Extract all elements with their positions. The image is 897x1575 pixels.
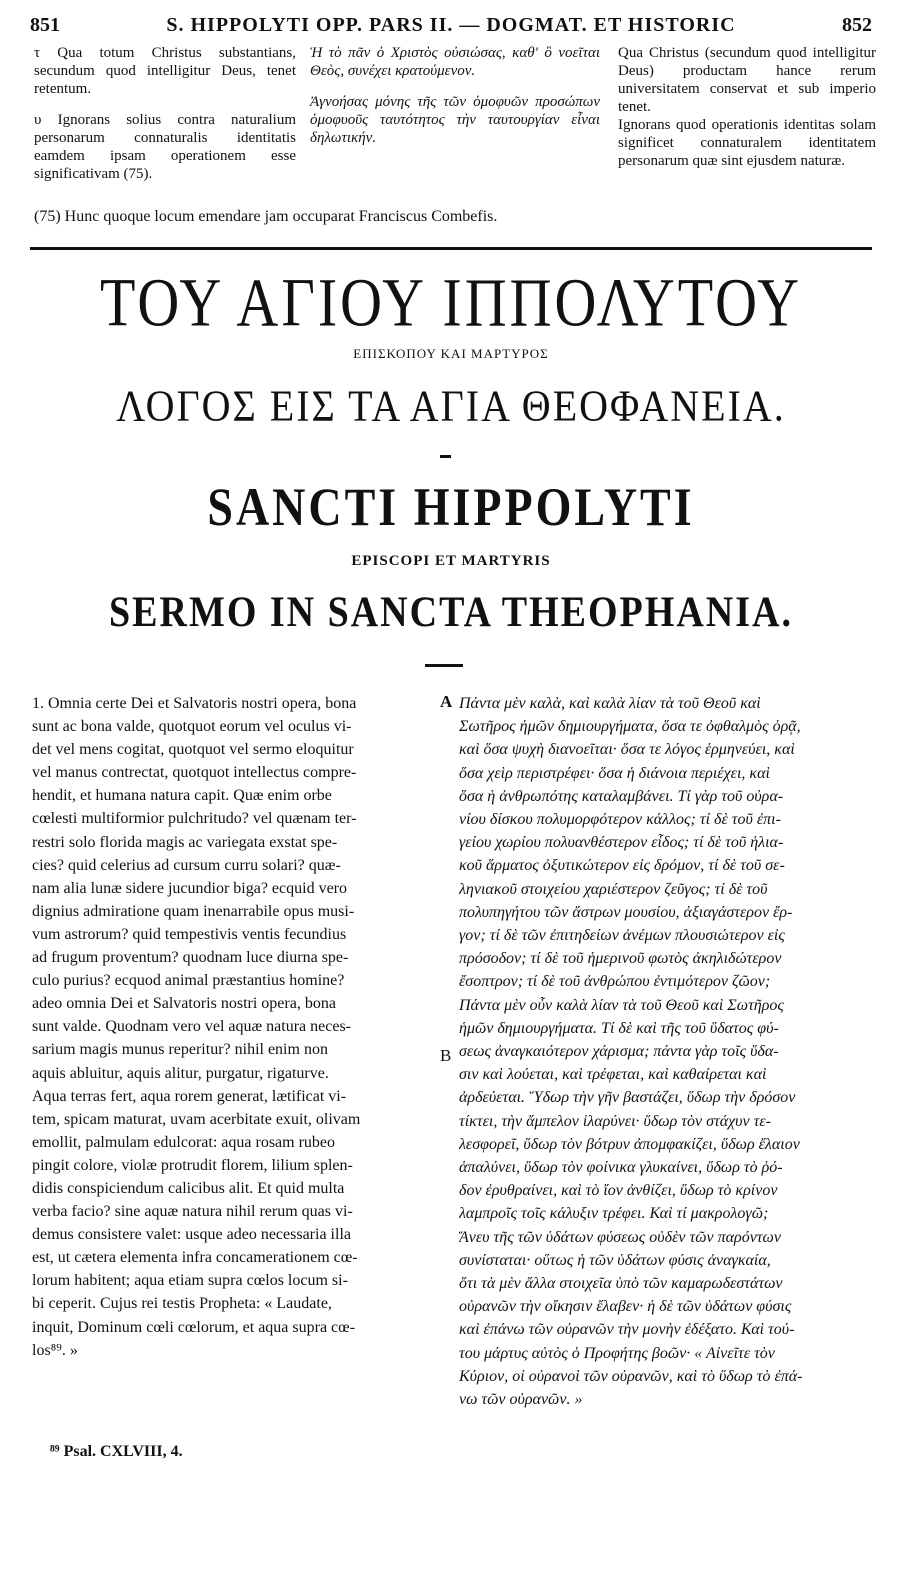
text-line: Ἄνευ τῆς τῶν ὑδάτων φύσεως οὐδὲν τῶν παρόντων [459, 1228, 781, 1246]
text-line: aquis abluitur, aquis alitur, purgatur, rigaturve. [32, 1064, 329, 1082]
greek-work-title: ΛΟΓΟΣ ΕΙΣ ΤΑ ΑΓΙΑ ΘΕΟΦΑΝΕΙΑ. [116, 380, 786, 431]
running-header [30, 14, 872, 40]
text-line: λαμπροῖς τοῖς κάλυξιν τρέφει. Καὶ τί μακρολογῶ; [459, 1205, 769, 1223]
text-line: hendit, et humana natura capit. Quæ enim orbe [32, 787, 332, 805]
text-line: ἡμῶν δημιουργήματα. Τί δὲ καὶ τῆς τοῦ ὕδατος φύ- [459, 1019, 779, 1037]
text-line: 1. Omnia certe Dei et Salvatoris nostri opera, bona [32, 695, 357, 712]
text-line: det vel mens cogitat, quotquot vel sermo eloquitur [32, 741, 354, 759]
text-line: οὐρανῶν τὴν οἴκησιν ἔλαβεν· ἡ δὲ τῶν ὑδάτων φύσις [459, 1298, 792, 1316]
text-line: dignius admiratione quam inenarrabile opus musi- [32, 902, 355, 920]
translation-gloss: Ignorans quod operationis identitas solam significet connaturalem identitatem personarum quæ sint ejusdem naturæ. [618, 117, 876, 169]
text-line: ad frugum proventum? quodnam luce diurna spe- [32, 949, 349, 967]
text-line: sunt ac bona valde, quotquot eorum vel oculus vi- [32, 718, 352, 736]
text-line: los⁸⁹. » [32, 1341, 78, 1359]
text-line: restri solo florida magis ac variegata exstat spe- [32, 833, 338, 851]
text-line: νίου δίσκου πολυμορφότερον κάλλος; τί δὲ τοῦ ἐπι- [459, 811, 781, 829]
text-line: πρόσοδον; τί δὲ τοῦ ἡμερινοῦ φωτὸς ἀκηλιδώτερον [459, 950, 782, 968]
text-line: καὶ ἐπάνω τῶν οὐρανῶν τὴν μονὴν ἐδέξατο. Καὶ τού- [459, 1321, 795, 1339]
text-line: ὅτι τὰ μὲν ἄλλα στοιχεῖα ὑπὸ τῶν καμαρωδεστάτων [459, 1275, 783, 1293]
text-line: verba facio? sine aquæ natura nihil rerum quas vi- [32, 1203, 353, 1221]
text-line: vum astrorum? quid tempestivis ventis fecundius [32, 925, 347, 943]
text-line: emollit, palmulam edulcorat: aqua rosam rubeo [32, 1133, 336, 1151]
text-line: νω τῶν οὐρανῶν. » [459, 1391, 583, 1409]
page-number-right: 852 [842, 14, 872, 36]
bottom-footnote: ⁸⁹ Psal. CXLVIII, 4. [50, 1443, 183, 1460]
text-line: bi ceperit. Cujus rei testis Propheta: « Laudate, [32, 1295, 332, 1313]
latin-work-title: SERMO IN SANCTA THEOPHANIA. [109, 587, 793, 637]
top-translation-column [618, 44, 876, 183]
text-line: γον; τί δὲ τῶν ἐπιτηδείων ἀνέμων πλουσιώτερον εἰς [459, 927, 785, 945]
text-line: didis conspiciendum calicibus alit. Et quid multa [32, 1179, 345, 1197]
text-line: Πάντα μὲν οὖν καλὰ λίαν τὰ τοῦ Θεοῦ καὶ Σωτῆρος [459, 996, 784, 1014]
text-line: τίκτει, τὴν ἄμπελον ἱλαρύνει· ὕδωρ τὸν στάχυν τε- [459, 1112, 771, 1130]
latin-subtitle: EPISCOPI ET MARTYRIS [351, 553, 551, 569]
text-line: tem, spicam maturat, uvam acerbitate exuit, olivam [32, 1110, 361, 1128]
text-line: λεσφορεῖ, ὕδωρ τὸν βότρυν ἀπομφακίζει, ὕδωρ ἔλαιον [459, 1135, 800, 1153]
running-title: S. HIPPOLYTI OPP. PARS II. — DOGMAT. ET HISTORIC [166, 14, 736, 36]
text-line: κοῦ ἅρματος ὀξυτικώτερον εἰς δρόμον, τί δὲ τοῦ σε- [459, 857, 785, 875]
text-line: cœlesti multiformior pulchritudo? vel quænam ter- [32, 810, 357, 828]
text-line: συνίσταται· οὕτως ἡ τῶν ὑδάτων φύσις ἀναγκαία, [459, 1251, 771, 1269]
text-line: cies? quid celerius ad cursum curru solari? quæ- [32, 856, 341, 874]
section-rule [30, 247, 872, 250]
text-line: sunt valde. Quodnam vero vel aquæ natura neces- [32, 1018, 352, 1036]
text-line: pingit colore, violæ protrudit florem, lilium splen- [32, 1156, 353, 1174]
title-divider [425, 664, 463, 667]
top-latin-column [34, 44, 296, 196]
greek-gloss: Ἀγνοήσας μόνης τῆς τῶν ὁμοφυῶν προσώπων ὁμοφυοῦς ταυτότητος τὴν ταυτουργίαν εἶναι δηλωτικήν. [310, 94, 600, 146]
text-line: sarium magis munus reperitur? nihil enim non [32, 1041, 328, 1059]
text-line: Aqua terras fert, aqua rorem generat, lætificat vi- [32, 1087, 347, 1105]
translation-gloss: Qua Christus (secundum quod intelligitur Deus) productam hance rerum universitatem conservat et sub imperio tenet. [618, 45, 876, 115]
margin-marker-b: B [440, 1046, 452, 1065]
greek-author-title: ΤΟΥ ΑΓΙΟΥ ΙΠΠΟΛΥΤΟΥ [100, 264, 802, 341]
top-footnote: (75) Hunc quoque locum emendare jam occuparat Franciscus Combefis. [34, 208, 498, 225]
text-line: ἀρδεύεται. Ὕδωρ τὴν γῆν βαστάζει, ὕδωρ τὴν δρόσον [459, 1089, 796, 1107]
text-line: nam alia lunæ sidere jucundior biga? ecquid vero [32, 879, 348, 897]
text-line: Σωτῆρος ἡμῶν δημιουργήματα, ὅσα τε ὀφθαλμὸς ὁρᾷ, [459, 718, 801, 736]
text-line: vel manus contrectat, quotquot intellectus compre- [32, 764, 357, 782]
top-greek-column [310, 44, 600, 160]
latin-gloss: τ Qua totum Christus substantians, secundum quod intelligitur Deus, tenet retentum. [34, 45, 296, 97]
text-line: του μάρτυς αὐτὸς ὁ Προφήτης βοῶν· « Αἰνεῖτε τὸν [459, 1344, 775, 1362]
margin-marker-a: A [440, 692, 453, 711]
text-line: culo purius? ecquod animal præstantius homine? [32, 972, 345, 990]
text-line: est, ut cætera elementa infra concamerationem cœ- [32, 1249, 358, 1267]
latin-author-title: SANCTI HIPPOLYTI [207, 476, 695, 537]
text-line: ὅσα ἡ ἀνθρωπότης καταλαμβάνει. Τί γὰρ τοῦ οὐρα- [459, 787, 784, 805]
text-line: καὶ ὅσα ψυχὴ διανοεῖται· ὅσα τε λόγος ἑρμηνεύει, καὶ [459, 741, 795, 759]
latin-gloss: υ Ignorans solius contra naturalium personarum connaturalis identitatis eamdem ipsam operationem esse significativam (75). [34, 112, 296, 182]
greek-body-column [459, 692, 877, 1411]
text-line: adeo omnia Dei et Salvatoris nostri opera, bona [32, 995, 336, 1013]
latin-body-column [32, 692, 440, 1362]
text-line: ἔσοπτρον; τί δὲ τοῦ ἀνθρώπου ἐντιμότερον ζῶον; [459, 973, 771, 991]
greek-subtitle: ΕΠΙΣΚΟΠΟΥ ΚΑΙ ΜΑΡΤΥΡΟΣ [353, 346, 549, 361]
text-line: ληνιακοῦ στοιχείου χαριέστερον ζεῦγος; τί δὲ τοῦ [459, 880, 768, 898]
greek-gloss: Ἡ τὸ πᾶν ὁ Χριστὸς οὐσιώσας, καθ' ὃ νοεῖται Θεὸς, συνέχει κρατούμενον. [310, 45, 600, 79]
text-line: inquit, Dominum cœli cœlorum, et aqua supra cœ- [32, 1318, 356, 1336]
text-line: δον ἐρυθραίνει, καὶ τὸ ἴον ἀνθίζει, ὕδωρ τὸ κρίνον [459, 1182, 778, 1200]
title-divider [440, 455, 451, 458]
text-line: γείου χωρίου πολυανθέστερον εἶδος; τί δὲ τοῦ ἡλια- [459, 834, 784, 852]
text-line: ἁπαλύνει, ὕδωρ τὸν φοίνικα γλυκαίνει, ὕδωρ τὸ ῥό- [459, 1159, 783, 1177]
text-line: πολυπηγήτου τῶν ἄστρων μουσίου, ἀξιαγάστερον ἔρ- [459, 903, 793, 921]
text-line: σιν καὶ λούεται, καὶ τρέφεται, καὶ καθαίρεται καὶ [459, 1066, 767, 1084]
text-line: lorum habitent; aqua etiam supra cœlos locum si- [32, 1272, 348, 1290]
text-line: Πάντα μὲν καλὰ, καὶ καλὰ λίαν τὰ τοῦ Θεοῦ καὶ [459, 695, 761, 712]
text-line: σεως ἀναγκαιότερον χάρισμα; πάντα γὰρ τοῖς ὕδα- [459, 1043, 779, 1061]
text-line: Κύριον, οἱ οὐρανοὶ τῶν οὐρανῶν, καὶ τὸ ὕδωρ τὸ ἐπά- [459, 1367, 803, 1385]
page-number-left: 851 [30, 14, 60, 36]
text-line: ὅσα χεὶρ περιστρέφει· ὅσα ἡ διάνοια περιέχει, καὶ [459, 764, 770, 782]
text-line: demus consistere valet: usque adeo necessaria illa [32, 1226, 351, 1244]
